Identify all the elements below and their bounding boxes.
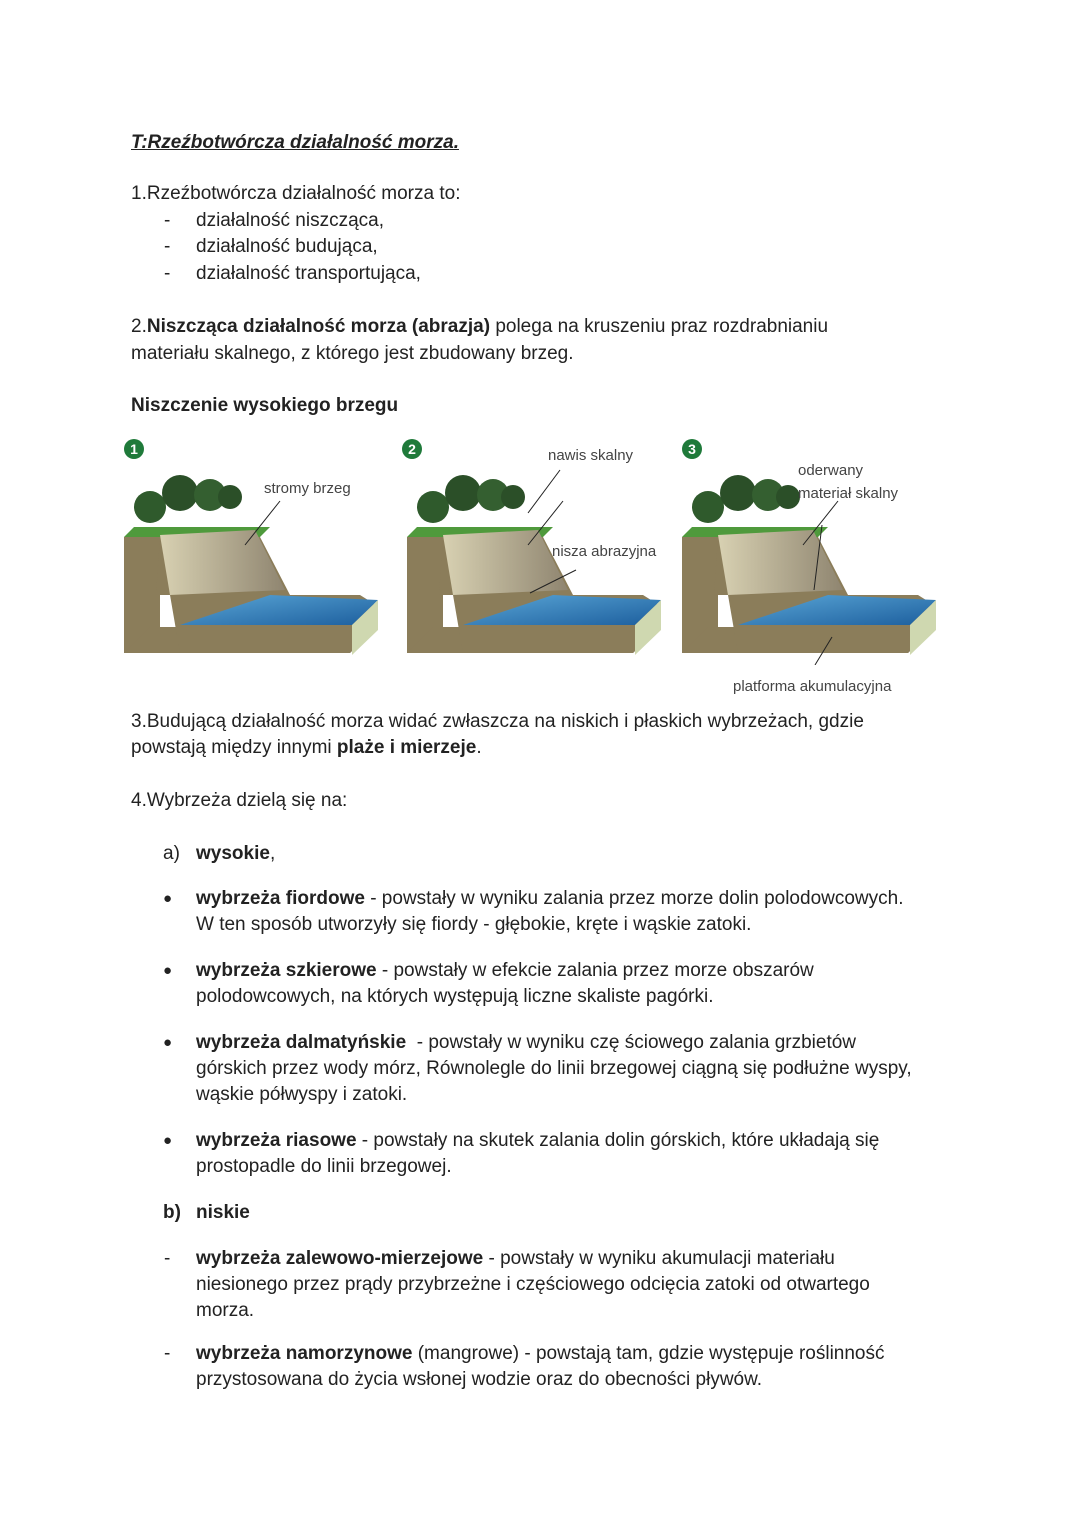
section4-intro: 4.Wybrzeża dzielą się na: [131, 790, 348, 811]
section3-line1: 3.Budującą działalność morza widać zwłaszcza na niskich i płaskich wybrzeżach, gdzie [131, 711, 864, 732]
section3-line2: powstają między innymi plaże i mierzeje. [131, 737, 482, 758]
category-low: b) niskie [163, 1202, 250, 1223]
section2-line1: 2.Niszcząca działalność morza (abrazja) polega na kruszeniu praz rozdrabnianiu [131, 316, 829, 337]
list-item-cont: W ten sposób utworzyły się fiordy - głębokie, kręte i wąskie zatoki. [196, 914, 752, 935]
category-high: a) wysokie, [163, 843, 276, 864]
label-oderwany: oderwany [798, 462, 864, 479]
list-item-cont: przystosowana do życia wsłonej wodzie oraz do obecności pływów. [196, 1369, 763, 1390]
label-platforma-akumulacyjna: platforma akumulacyjna [733, 678, 892, 695]
section2-line2: materiału skalnego, z którego jest zbudowany brzeg. [131, 343, 574, 364]
list-item-cont: morza. [196, 1300, 255, 1321]
list-item-cont: prostopadle do linii brzegowej. [196, 1156, 452, 1177]
figure-heading: Niszczenie wysokiego brzegu [131, 395, 399, 416]
list-item-cont: niesionego przez prądy przybrzeżne i częściowego odcięcia zatoki od otwartego [196, 1274, 870, 1295]
section1-intro: 1.Rzeźbotwórcza działalność morza to: [131, 183, 461, 204]
panel-number: 3 [682, 439, 702, 459]
label-nawis-skalny: nawis skalny [548, 447, 634, 464]
panel-number: 2 [402, 439, 422, 459]
panel-number: 1 [124, 439, 144, 459]
list-item-cont: wąskie półwyspy i zatoki. [196, 1084, 408, 1105]
label-stromy-brzeg: stromy brzeg [264, 480, 351, 497]
page-title: T:Rzeźbotwórcza działalność morza. [131, 132, 459, 153]
list-item-cont: polodowcowych, na których występują liczne skaliste pagórki. [196, 986, 714, 1007]
label-material-skalny: materiał skalny [798, 485, 899, 502]
list-item-cont: górskich przez wody mórz, Równolegle do linii brzegowej ciągną się podłużne wyspy, [196, 1058, 912, 1079]
cliff-panel-1 [124, 475, 378, 655]
label-nisza-abrazyjna: nisza abrazyjna [552, 543, 657, 560]
